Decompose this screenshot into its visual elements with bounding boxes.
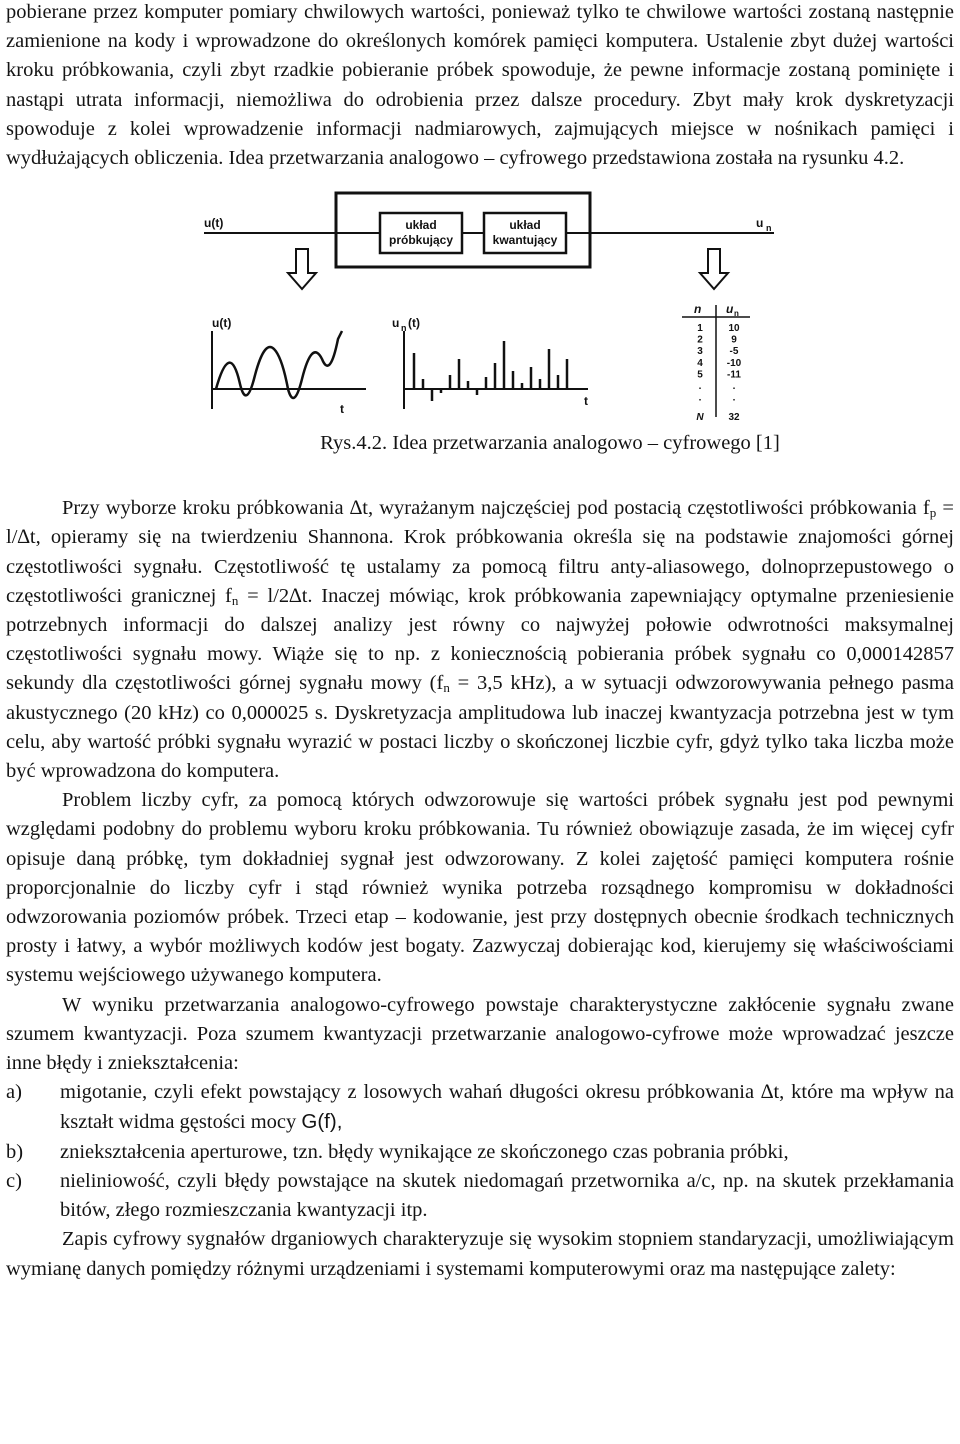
- table-cell-n: 2: [697, 334, 703, 346]
- table-cell-n: .: [698, 392, 702, 404]
- paragraph-digits: Problem liczby cyfr, za pomocą których odwzorowuje się wartości próbek sygnału jest pod pewnymi względami podobny do problemu wyboru kroku próbkowania. Tu również obowiązuje zasada, że im więcej cyfr opisuje daną próbkę, tym dokładniej sygnał jest odwzorowany. Z kolei zajętość pamięci komputera rośnie proporcjonalnie do liczby cyfr i stąd również wynika potrzeba rozsądnego kompromisu w dokładności odwzorowania poziomów próbek. Trzeci etap – kodowanie, jest przy dostępnych obecnie środkach technicznych prosty i łatwy, a wybór możliwych kodów jest bogaty. Zazwyczaj dobierając kod, kierujemy się właściwościami systemu wejściowego używanego komputera.: [6, 789, 954, 987]
- list-marker: b): [6, 1140, 24, 1163]
- document-page: [6, 0, 954, 1284]
- table-cell-n: 1: [697, 323, 703, 335]
- sampling-text-b: = l/∆t, opieramy się na twierdzeniu Shannona. Krok próbkowania określa się na podstawie znajomości górnej częstotliwości sygnału. Częstotliwość tę ustalamy za pomocą filtru anty-aliasowego, dolnoprzepustowego o częstotliwości granicznej f: [6, 497, 954, 607]
- distortion-list: [6, 1078, 954, 1225]
- down-arrow-left-icon: [288, 249, 316, 289]
- paragraph-standard: Zapis cyfrowy sygnałów drganiowych charakteryzuje się wysokim stopniem standaryzacji, umożliwiającym wymianę danych pomiędzy różnymi urządzeniami i systemami komputerowymi oraz ma następujące zalety:: [6, 1228, 954, 1280]
- plot1-xlabel: t: [340, 402, 344, 417]
- table-cell-u: -5: [729, 346, 739, 358]
- output-label: u: [756, 216, 764, 231]
- sampling-sub-n: n: [231, 592, 239, 608]
- plot2-ylabel-arg: (t): [408, 316, 420, 331]
- list-item: [6, 1167, 954, 1225]
- paragraph-intro: pobierane przez komputer pomiary chwilowych wartości, ponieważ tylko te chwilowe wartości zostaną następnie zamienione na kody i wprowadzone do określonych komórek pamięci komputera. Ustalenie zbyt dużej wartości kroku próbkowania, czyli zbyt rzadkie pobieranie próbek spowoduje, że pewne informacje zostaną pominięte i nastąpi utrata informacji, niemożliwa do odrobienia przez dalsze procedury. Zbyt mały krok dyskretyzacji spowoduje z kolei wprowadzenie informacji nadmiarowych, zajmujących miejsce w nośnikach pamięci i wydłużających obliczenia. Idea przetwarzania analogowo – cyfrowego przedstawiona została na rysunku 4.2.: [6, 1, 954, 170]
- table-cell-u: .: [732, 381, 736, 393]
- list-marker: a): [6, 1081, 22, 1104]
- output-label-sub: n: [766, 223, 772, 234]
- sampling-sub-p: p: [929, 505, 937, 521]
- table-cell-n: 4: [697, 358, 703, 370]
- list-marker: c): [6, 1169, 22, 1192]
- list-item-text: zniekształcenia aperturowe, tzn. błędy wynikające ze skończonego czas pobrania próbki,: [60, 1140, 789, 1163]
- table-head-u: u: [726, 302, 734, 317]
- table-cell-n: N: [696, 412, 704, 424]
- sampling-text-d: = 3,5 kHz), a w sytuacji odwzorowywania pełnego pasma akustycznego (20 kHz) co 0,000025 s. Dyskretyzacja amplitudowa lub inaczej kwantyzacja potrzebna jest w tym celu, aby wartość próbki sygnału wyrazić w postaci liczby o skończonej liczbie cyfr, gdyż tylko taka liczba może być wprowadzona do komputera.: [6, 672, 954, 783]
- plot2-xlabel: t: [584, 394, 588, 409]
- list-item: [6, 1078, 954, 1137]
- sampling-text-a: Przy wyborze kroku próbkowania ∆t, wyrażanym najczęściej pod postacią częstotliwości próbkowania f: [62, 497, 930, 520]
- list-item-formula: G(f),: [301, 1110, 343, 1134]
- paragraph-noise: W wyniku przetwarzania analogowo-cyfrowego powstaje charakterystyczne zakłócenie sygnału zwane szumem kwantyzacji. Poza szumem kwantyzacji przetwarzanie analogowo-cyfrowe może wprowadzać jeszcze inne błędy i zniekształcenia:: [6, 993, 954, 1075]
- table-head-n: n: [694, 302, 702, 317]
- table-cell-u: 9: [731, 334, 737, 346]
- table-cell-u: -10: [726, 358, 742, 370]
- plot2-ylabel: u: [392, 316, 400, 331]
- table-cell-n: 5: [697, 369, 703, 381]
- input-label: u(t): [204, 216, 224, 231]
- plot1-ylabel: u(t): [212, 316, 232, 331]
- table-cell-u: .: [732, 392, 736, 404]
- table-cell-u: 32: [728, 412, 740, 424]
- sampling-text-c: = l/2∆t. Inaczej mówiąc, krok próbkowania zapewniający optymalne przeniesienie potrzebnych informacji do dalszej analizy jest równy co najwyżej połowie odwrotności maksymalnej częstotliwości sygnału mowy. Wiąże się to np. z koniecznością pobierania próbek sygnału co 0,000142857 sekundy dla częstotliwości górnej sygnału mowy (f: [6, 584, 954, 695]
- sampling-sub-n2: n: [443, 680, 450, 696]
- plot2-ylabel-sub: n: [401, 323, 407, 334]
- plot1-analog-curve: [216, 331, 342, 398]
- sampling-block-line1: układ: [405, 218, 437, 233]
- list-item-text: migotanie, czyli efekt powstający z losowych wahań długości okresu próbkowania ∆t, które ma wpływ na kształt widma gęstości mocy: [60, 1081, 954, 1134]
- down-arrow-right-icon: [700, 249, 728, 289]
- table-cell-u: -11: [727, 369, 741, 381]
- table-cell-n: .: [698, 381, 702, 393]
- list-item-text: nieliniowość, czyli błędy powstające na skutek niedomagań przetwornika a/c, np. na skutek przekłamania bitów, złego rozmieszczania kwantyzacji itp.: [60, 1169, 954, 1222]
- figure-caption: Rys.4.2. Idea przetwarzania analogowo – cyfrowego [1]: [320, 432, 780, 455]
- sampling-block-line2: próbkujący: [388, 233, 454, 248]
- table-cell-n: 3: [697, 346, 703, 358]
- adc-diagram: [190, 189, 790, 429]
- table-rows: [696, 323, 741, 423]
- quantizing-block-line2: kwantujący: [492, 233, 558, 248]
- table-head-u-sub: n: [734, 309, 739, 319]
- quantizing-block-line1: układ: [509, 218, 541, 233]
- list-item: [6, 1138, 954, 1167]
- table-cell-u: 10: [728, 323, 740, 335]
- plot2-sample-stems: [414, 341, 567, 401]
- paragraph-sampling: [6, 494, 954, 786]
- figure-adc-diagram: [6, 189, 954, 429]
